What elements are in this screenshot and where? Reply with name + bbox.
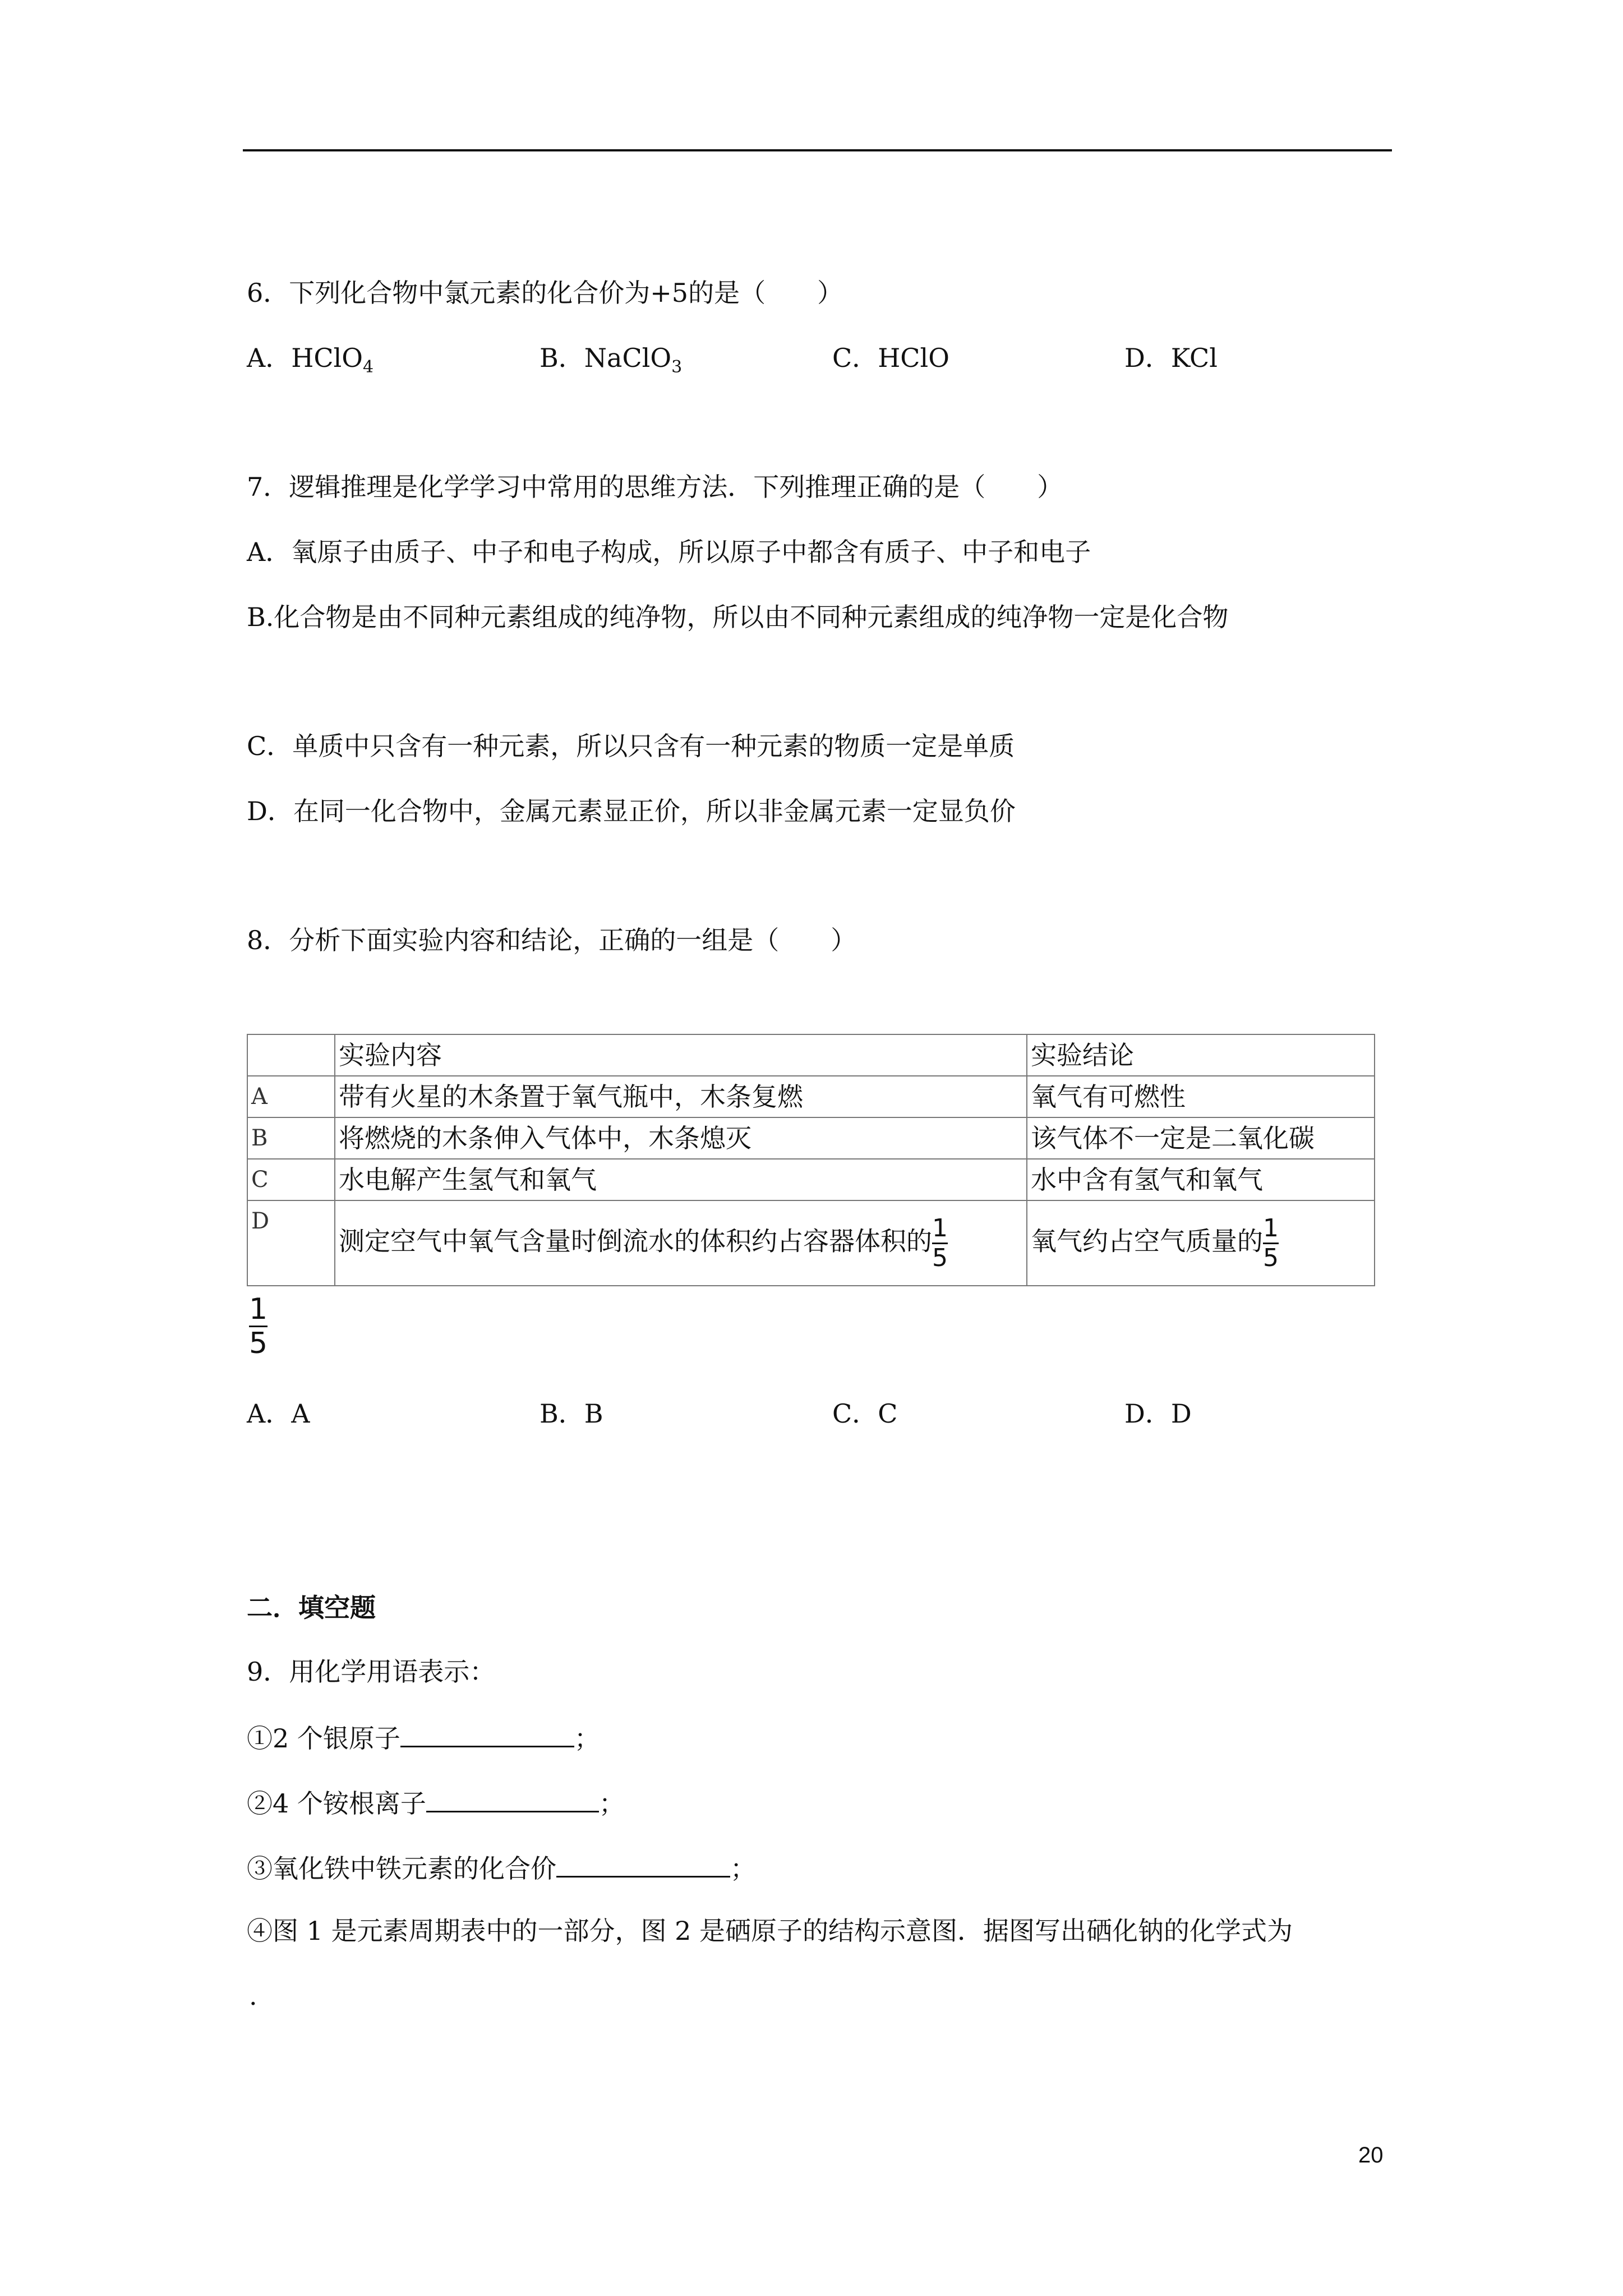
row-conclusion: 该气体不一定是二氧化碳: [1027, 1117, 1375, 1159]
fraction: $\frac{1}{5}$: [1263, 1213, 1279, 1272]
table-header-label: [247, 1034, 335, 1076]
row-content-text: 测定空气中氧气含量时倒流水的体积约占容器体积的: [339, 1226, 932, 1256]
table-row: [247, 1200, 1375, 1286]
q8-option-b: B．B: [540, 1398, 603, 1429]
answer-blank[interactable]: [556, 1850, 730, 1878]
row-label: A: [247, 1076, 335, 1117]
q9-item-3: ③氧化铁中铁元素的化合价 ；: [247, 1850, 756, 1885]
fraction: $\frac{1}{5}$: [932, 1213, 948, 1272]
row-conclusion: 氧气有可燃性: [1027, 1076, 1375, 1117]
experiment-table: [247, 1034, 1375, 1286]
section-title: 二．填空题: [247, 1593, 376, 1623]
q7-option-b: B.化合物是由不同种元素组成的纯净物，所以由不同种元素组成的纯净物一定是化合物: [247, 602, 1229, 632]
table-header-content: 实验内容: [335, 1034, 1027, 1076]
q6-option-d: D．KCl: [1124, 343, 1218, 373]
row-label: B: [247, 1117, 335, 1159]
q7-option-a: A．氧原子由质子、中子和电子构成，所以原子中都含有质子、中子和电子: [247, 537, 1091, 567]
stray-fraction: $\frac{1}{5}$: [249, 1292, 268, 1360]
q8-stem: 8．分析下面实验内容和结论，正确的一组是（ ）: [247, 925, 857, 955]
q9-item-2: ②4 个铵根离子 ；: [247, 1785, 625, 1820]
q6-option-c: C．HClO: [832, 343, 949, 373]
q7-option-c: C．单质中只含有一种元素，所以只含有一种元素的物质一定是单质: [247, 731, 1015, 761]
row-content: 将燃烧的木条伸入气体中，木条熄灭: [335, 1117, 1027, 1159]
q8-option-c: C．C: [832, 1398, 898, 1429]
q9-item-1: ①2 个银原子 ；: [247, 1720, 600, 1755]
row-content: 带有火星的木条置于氧气瓶中，木条复燃: [335, 1076, 1027, 1117]
row-content: 水电解产生氢气和氧气: [335, 1159, 1027, 1200]
table-header-row: [247, 1034, 1375, 1076]
q8-option-d: D．D: [1124, 1398, 1192, 1429]
table-row: [247, 1159, 1375, 1200]
q6-option-a: A．HClO$_4$: [247, 343, 374, 377]
table-row: [247, 1117, 1375, 1159]
row-conclusion: [1027, 1200, 1375, 1286]
table-row: [247, 1076, 1375, 1117]
q6-stem: 6．下列化合物中氯元素的化合价为+5的是（ ）: [247, 278, 843, 308]
page-number: 20: [1358, 2143, 1384, 2168]
q6-option-b: B．NaClO$_3$: [540, 343, 683, 377]
header-rule: [243, 149, 1392, 151]
row-content: [335, 1200, 1027, 1286]
row-conclusion-text: 氧气约占空气质量的: [1031, 1226, 1263, 1256]
q7-stem: 7．逻辑推理是化学学习中常用的思维方法．下列推理正确的是（ ）: [247, 472, 1063, 502]
q9-item-4: ④图 1 是元素周期表中的一部分，图 2 是硒原子的结构示意图．据图写出硒化钠的化学式为: [247, 1916, 1293, 1946]
q8-option-a: A．A: [247, 1398, 310, 1429]
row-conclusion: 水中含有氢气和氧气: [1027, 1159, 1375, 1200]
row-label: C: [247, 1159, 335, 1200]
q7-option-d: D．在同一化合物中，金属元素显正价，所以非金属元素一定显负价: [247, 796, 1016, 826]
table-header-conclusion: 实验结论: [1027, 1034, 1375, 1076]
q9-stem: 9．用化学用语表示：: [247, 1657, 496, 1687]
row-label: D: [247, 1200, 335, 1286]
answer-blank[interactable]: [400, 1720, 574, 1747]
answer-blank[interactable]: [426, 1785, 599, 1812]
q9-item-4-end: .: [249, 1981, 257, 2011]
